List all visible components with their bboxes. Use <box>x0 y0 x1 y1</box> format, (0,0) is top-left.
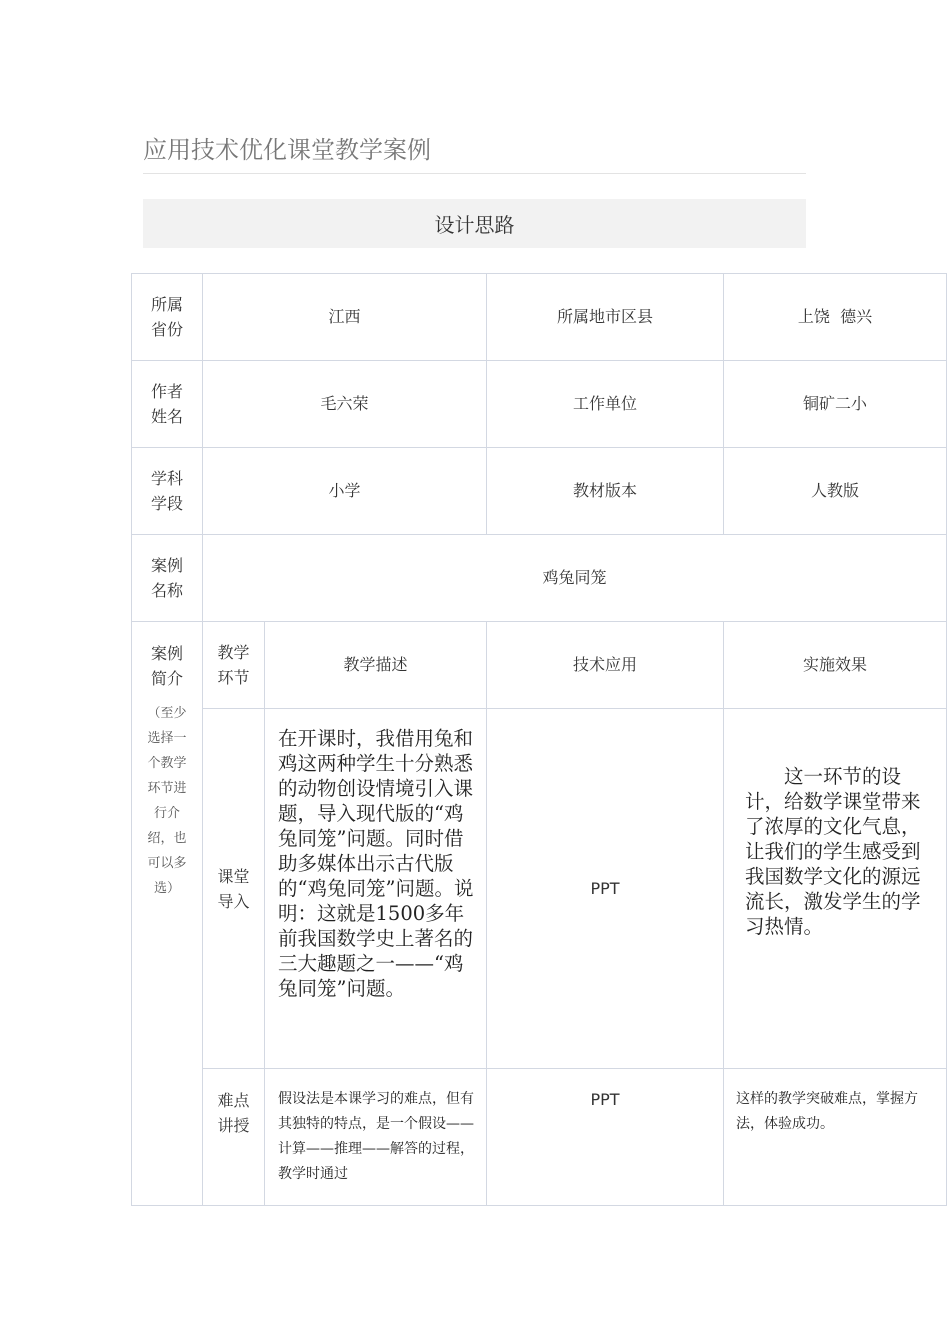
stage-description-cell <box>265 709 487 1069</box>
stage-description: 假设法是本课学习的难点，但有其独特的特点，是一个假设——计算——推理——解答的过程，教学时通过 <box>278 1091 474 1182</box>
stage-effect: 这一环节的设计，给数学课堂带来了浓厚的文化气息，让我们的学生感受到我国数学文化的源远流长，激发学生的学习热情。 <box>745 765 921 938</box>
city-label: 所属地市区县 <box>487 274 724 361</box>
effect-header: 实施效果 <box>724 622 947 709</box>
stage-header: 教学环节 <box>217 643 250 687</box>
section-title: 设计思路 <box>434 213 515 237</box>
stage-tech: PPT <box>487 1069 724 1206</box>
tech-header: 技术应用 <box>487 622 724 709</box>
table-row-author <box>132 361 947 448</box>
table-row-case-name <box>132 535 947 622</box>
edition-label: 教材版本 <box>487 448 724 535</box>
unit-value: 铜矿二小 <box>724 361 947 448</box>
subject-label-cell <box>132 448 203 535</box>
table-row-subject <box>132 448 947 535</box>
table-row-stage-header <box>132 622 947 709</box>
case-name-label: 案例名称 <box>150 556 183 600</box>
city-value: 上饶 德兴 <box>724 274 947 361</box>
author-label-cell <box>132 361 203 448</box>
description-header: 教学描述 <box>265 622 487 709</box>
stage-name: 难点讲授 <box>217 1091 250 1135</box>
table-row-province <box>132 274 947 361</box>
intro-label-cell <box>132 622 203 1206</box>
unit-label: 工作单位 <box>487 361 724 448</box>
page-title: 应用技术优化课堂教学案例 <box>143 136 431 164</box>
case-name-label-cell <box>132 535 203 622</box>
intro-label: 案例简介 <box>150 644 183 688</box>
case-info-table <box>131 273 947 1206</box>
stage-description-cell <box>265 1069 487 1206</box>
province-value: 江西 <box>203 274 487 361</box>
case-name-value: 鸡兔同笼 <box>203 535 947 622</box>
stage-name: 课堂导入 <box>217 866 250 911</box>
province-label: 所属省份 <box>150 295 183 339</box>
author-value: 毛六荣 <box>203 361 487 448</box>
province-label-cell <box>132 274 203 361</box>
stage-tech: PPT <box>487 709 724 1069</box>
table-row-stage <box>132 1069 947 1206</box>
stage-header-cell <box>203 622 265 709</box>
stage-effect-cell <box>724 1069 947 1206</box>
subject-value: 小学 <box>203 448 487 535</box>
intro-note: （至少选择一个教学环节进行介绍，也可以多选） <box>147 706 187 896</box>
stage-effect: 这样的教学突破难点，掌握方法，体验成功。 <box>736 1091 919 1132</box>
stage-name-cell <box>203 1069 265 1206</box>
title-divider <box>143 173 806 174</box>
subject-label: 学科学段 <box>150 469 183 513</box>
section-header <box>143 199 806 248</box>
edition-value: 人教版 <box>724 448 947 535</box>
stage-name-cell <box>203 709 265 1069</box>
stage-effect-cell <box>724 709 947 1069</box>
stage-description: 在开课时，我借用兔和鸡这两种学生十分熟悉的动物创设情境引入课题，导入现代版的“鸡兔同笼”问题。同时借助多媒体出示古代版的“鸡兔同笼”问题。说明：这就是1500多年前我国数学史上著名的三大趣题之一——“鸡兔同笼”问题。 <box>278 727 474 1000</box>
author-label: 作者姓名 <box>150 382 183 426</box>
table-row-stage <box>132 709 947 1069</box>
